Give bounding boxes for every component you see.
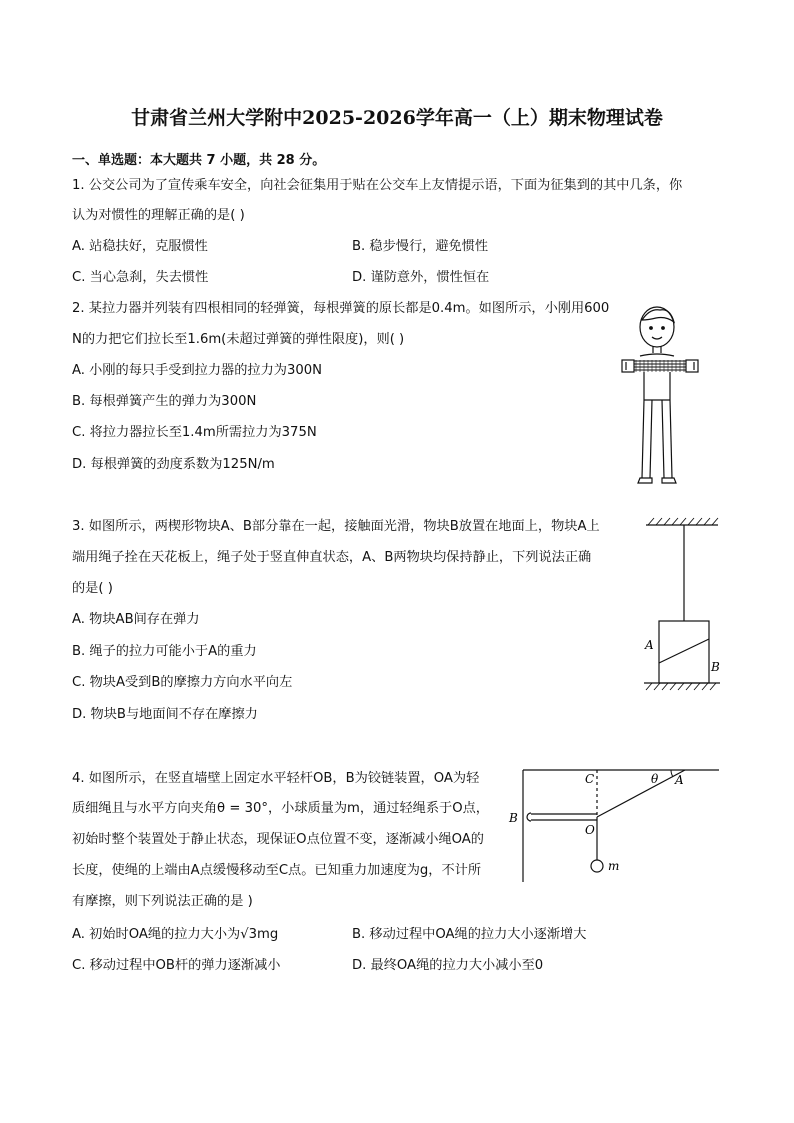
page-title: 甘肃省兰州大学附中2025-2026学年高一（上）期末物理试卷 <box>131 107 663 129</box>
q3-stem-line2: 端用绳子拴在天花板上，绳子处于竖直伸直状态，A、B两物块均保持静止，下列说法正确 <box>72 550 592 565</box>
section-heading: 一、单选题：本大题共 7 小题，共 28 分。 <box>72 153 326 168</box>
q4-label-m: m <box>608 859 620 873</box>
q2-figure-spring-puller <box>600 300 720 490</box>
q1-option-b: B. 稳步慢行，避免惯性 <box>352 239 489 254</box>
q4-option-b: B. 移动过程中OA绳的拉力大小逐渐增大 <box>352 927 587 942</box>
q3-option-b: B. 绳子的拉力可能小于A的重力 <box>72 644 257 659</box>
q3-label-a: A <box>645 638 654 652</box>
q4-stem-line2: 质细绳且与水平方向夹角θ = 30°，小球质量为m，通过轻绳系于O点， <box>72 801 489 816</box>
q3-option-c: C. 物块A受到B的摩擦力方向水平向左 <box>72 675 293 690</box>
q4-stem-line3: 初始时整个装置处于静止状态，现保证O点位置不变，逐渐减小绳OA的 <box>72 832 484 847</box>
q1-option-d: D. 谨防意外，惯性恒在 <box>352 270 490 285</box>
q4-label-c: C <box>585 772 595 786</box>
q4-stem-line5: 有摩擦，则下列说法正确的是 ) <box>72 894 253 909</box>
q4-option-c: C. 移动过程中OB杆的弹力逐渐减小 <box>72 958 281 973</box>
q2-stem-line1: 2. 某拉力器并列装有四根相同的轻弹簧，每根弹簧的原长都是0.4m。如图所示，小刚用600 <box>72 301 610 316</box>
q4-option-d: D. 最终OA绳的拉力大小减小至0 <box>352 958 544 973</box>
q4-label-a: A <box>675 773 684 787</box>
q4-figure-rod-rope <box>505 762 725 886</box>
q3-option-a: A. 物块AB间存在弹力 <box>72 612 200 627</box>
q3-stem-line3: 的是( ) <box>72 581 113 596</box>
q4-label-b: B <box>509 811 518 825</box>
q1-option-c: C. 当心急刹，失去惯性 <box>72 270 209 285</box>
q4-label-o: O <box>585 823 595 837</box>
q4-stem-line4: 长度，使绳的上端由A点缓慢移动至C点。已知重力加速度为g，不计所 <box>72 863 482 878</box>
q2-option-b: B. 每根弹簧产生的弹力为300N <box>72 394 257 409</box>
q3-option-d: D. 物块B与地面间不存在摩擦力 <box>72 707 258 722</box>
q4-stem-line1: 4. 如图所示，在竖直墙壁上固定水平轻杆OB，B为铰链装置，OA为轻 <box>72 771 480 786</box>
q1-stem-line2: 认为对惯性的理解正确的是( ) <box>72 208 245 223</box>
q2-option-a: A. 小刚的每只手受到拉力器的拉力为300N <box>72 363 323 378</box>
q2-option-d: D. 每根弹簧的劲度系数为125N/m <box>72 457 275 472</box>
q3-figure-wedge-blocks <box>640 515 730 695</box>
q4-option-a: A. 初始时OA绳的拉力大小为√3mg <box>72 927 279 942</box>
q2-stem-line2: N的力把它们拉长至1.6m(未超过弹簧的弹性限度)，则( ) <box>72 332 405 347</box>
q3-label-b: B <box>711 660 720 674</box>
q2-option-c: C. 将拉力器拉长至1.4m所需拉力为375N <box>72 425 317 440</box>
q4-label-theta: θ <box>651 772 659 786</box>
q3-stem-line1: 3. 如图所示，两楔形物块A、B部分靠在一起，接触面光滑，物块B放置在地面上，物块A上 <box>72 519 600 534</box>
q1-stem-line1: 1. 公交公司为了宣传乘车安全，向社会征集用于贴在公交车上友情提示语，下面为征集到的其中几条，你 <box>72 178 683 193</box>
q1-option-a: A. 站稳扶好，克服惯性 <box>72 239 208 254</box>
